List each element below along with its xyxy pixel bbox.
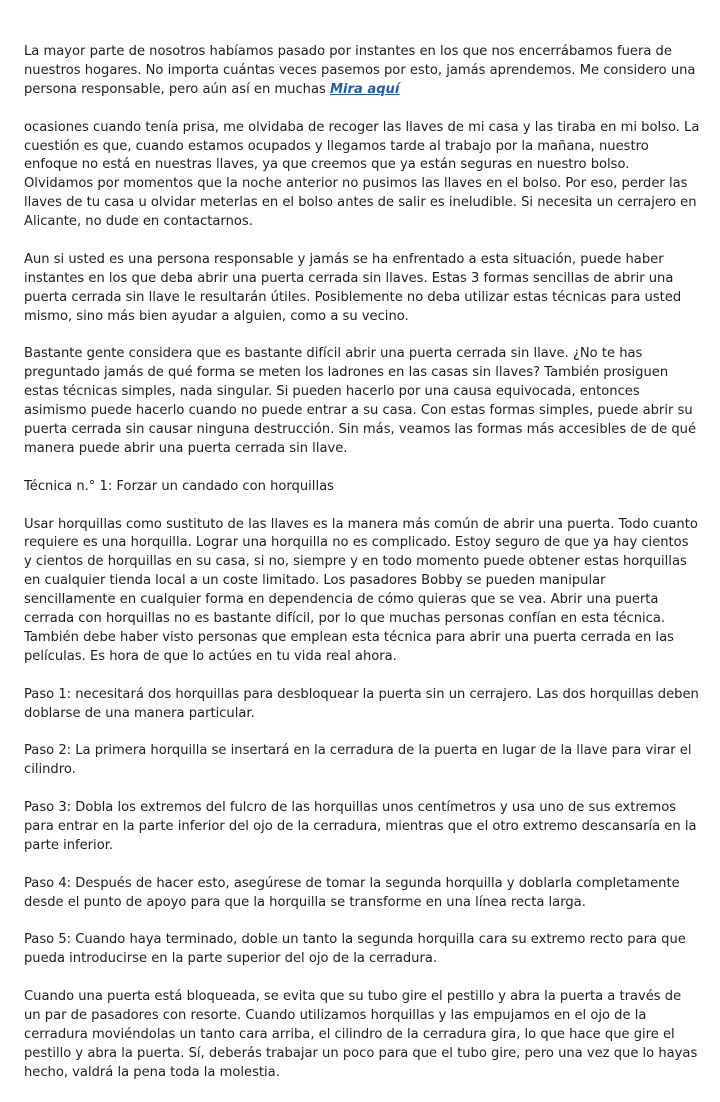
section-heading-tecnica-1: Técnica n.° 1: Forzar un candado con horquillas (24, 478, 334, 494)
step-1: Paso 1: necesitará dos horquillas para desbloquear la puerta sin un cerrajero. Las dos horquillas deben doblarse de una manera particular. (24, 686, 699, 721)
paragraph-responsable: Aun si usted es una persona responsable y jamás se ha enfrentado a esta situación, puede haber instantes en los que deba abrir una puerta cerrada sin llaves. Estas 3 formas sencillas de abrir una puerta cerrada sin llave le resultarán útiles. Posiblemente no deba utilizar estas técnicas para usted mismo, sino más bien ayudar a alguien, como a su vecino. (24, 251, 682, 324)
step-5: Paso 5: Cuando haya terminado, doble un tanto la segunda horquilla cara su extremo recto para que pueda introducirse en la parte superior del ojo de la cerradura. (24, 932, 686, 967)
intro-text: La mayor parte de nosotros habíamos pasado por instantes en los que nos encerrábamos fuera de nuestros hogares. No importa cuántas veces pasemos por esto, jamás aprendemos. Me considero una persona responsable, pero aún así en muchas (24, 44, 696, 97)
paragraph-horquillas: Usar horquillas como sustituto de las llaves es la manera más común de abrir una puerta. Todo cuanto requiere es una horquilla. Lograr una horquilla no es complicado. Estoy seguro de que ya hay cientos y cientos de horquillas en su casa, si no, siempre y en todo momento puede obtener estas horquillas en cualquier tienda local a un coste limitado. Los pasadores Bobby se pueden manipular sencillamente en cualquier forma en dependencia de cómo quieras que se vea. Abrir una puerta cerrada con horquillas no es bastante difícil, por lo que muchas personas confían en esta técnica. También debe haber visto personas que emplean esta técnica para abrir una puerta cerrada en las películas. Es hora de que lo actúes en tu vida real ahora. (24, 516, 698, 664)
paragraph-continuation: ocasiones cuando tenía prisa, me olvidaba de recoger las llaves de mi casa y las tiraba en mi bolso. La cuestión es que, cuando estamos ocupados y llegamos tarde al trabajo por la mañana, nuestro enfoque no está en nuestras llaves, ya que creemos que ya están seguras en nuestro bolso. Olvidamos por momentos que la noche anterior no pusimos las llaves en el bolso. Por eso, perder las llaves de tu casa u olvidar meterlas en el bolso antes de salir es ineludible. Si necesita un cerrajero en Alicante, no dude en contactarnos. (24, 119, 700, 230)
step-4: Paso 4: Después de hacer esto, asegúrese de tomar la segunda horquilla y doblarla completamente desde el punto de apoyo para que la horquilla se transforme en una línea recta larga. (24, 875, 680, 910)
mira-aqui-link[interactable]: Mira aquí (329, 81, 400, 97)
step-3: Paso 3: Dobla los extremos del fulcro de las horquillas unos centímetros y usa uno de sus extremos para entrar en la parte inferior del ojo de la cerradura, mientras que el otro extremo descansaría en la parte inferior. (24, 800, 697, 853)
step-2: Paso 2: La primera horquilla se insertará en la cerradura de la puerta en lugar de la llave para virar el cilindro. (24, 743, 692, 778)
intro-paragraph (24, 43, 700, 100)
paragraph-ladrones: Bastante gente considera que es bastante difícil abrir una puerta cerrada sin llave. ¿No te has preguntado jamás de qué forma se meten los ladrones en las casas sin llaves? También prosiguen estas técnicas simples, nada singular. Si pueden hacerlo por una causa equivocada, entonces asimismo puede hacerlo cuando no puede entrar a su casa. Con estas formas simples, puede abrir su puerta cerrada sin causar ninguna destrucción. Sin más, veamos las formas más accesibles de de qué manera puede abrir una puerta cerrada sin llave. (24, 346, 697, 456)
article-body (24, 43, 700, 1102)
paragraph-cerradura: Cuando una puerta está bloqueada, se evita que su tubo gire el pestillo y abra la puerta a través de un par de pasadores con resorte. Cuando utilizamos horquillas y las empujamos en el ojo de la cerradura moviéndolas un tanto cara arriba, el cilindro de la cerradura gira, lo que hace que gire el pestillo y abra la puerta. Sí, deberás trabajar un poco para que el tubo gire, pero una vez que lo hayas hecho, valdrá la pena toda la molestia. (24, 989, 698, 1080)
